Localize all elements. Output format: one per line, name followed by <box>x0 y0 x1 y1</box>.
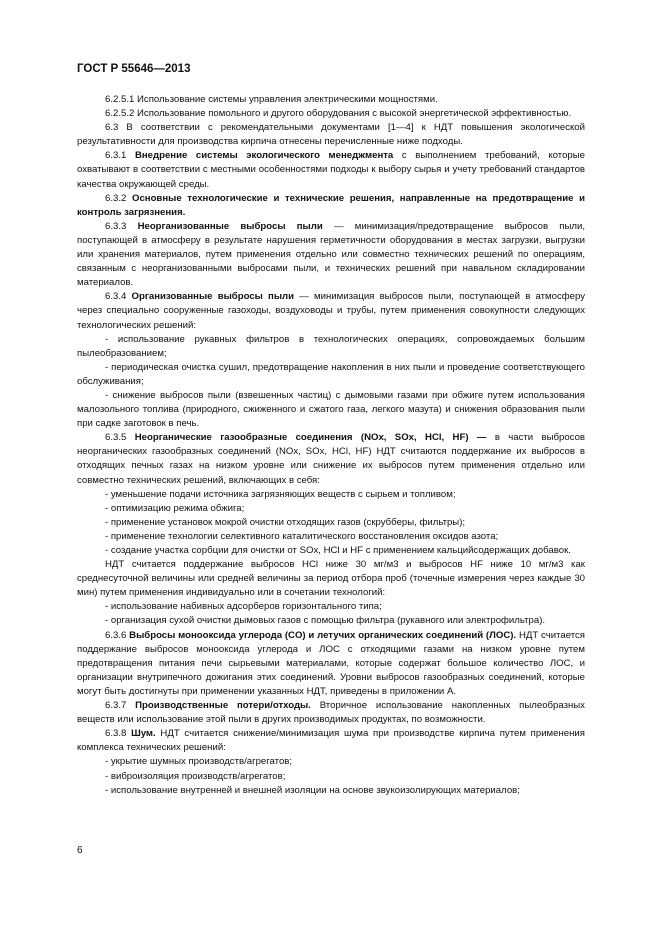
clause-number: 6.3.4 <box>105 291 127 303</box>
list-item: - применение технологии селективного каталитического восстановления оксидов азота; <box>105 530 499 542</box>
clause-title: Внедрение системы экологического менеджмента <box>134 150 394 162</box>
clause-title: Основные технологические и технические решения, направленные на предотвращение и контроль загрязнения. <box>77 192 585 218</box>
list-item: - виброизоляция производств/агрегатов; <box>105 770 286 782</box>
clause-title: Выбросы монооксида углерода (CO) и летучих органических соединений (ЛОС). <box>129 629 517 641</box>
clause-number: 6.3.3 <box>105 220 127 232</box>
clause-title: Производственные потери/отходы. <box>135 700 311 712</box>
paragraph <box>77 727 585 755</box>
list-item: - снижение выбросов пыли (взвешенных частиц) с дымовыми газами при обжиге путем использования малозольного топлива (природного, сжиженного и сжатого газа, легкого мазута) и снижения образования пыли при садке заготовок в печь. <box>77 389 585 430</box>
list-item: - использование рукавных фильтров в технологических операциях, сопровождаемых большим пылеобразованием; <box>77 333 585 359</box>
clause-title: Организованные выбросы пыли <box>131 291 295 303</box>
clause-number: 6.3.6 <box>105 629 127 641</box>
paragraph <box>77 149 585 191</box>
clause-number: 6.3.7 <box>105 700 127 712</box>
paragraph: 6.2.5.2 Использование помольного и другого оборудования с высокой энергетической эффективностью. <box>105 108 572 120</box>
list-item: - создание участка сорбции для очистки от SOx, HCl и HF с применением кальцийсодержащих добавок. <box>105 545 571 556</box>
clause-number: 6.3.5 <box>105 432 127 444</box>
list-item: - организация сухой очистки дымовых газов с помощью фильтра (рукавного или электрофильтра). <box>105 615 546 627</box>
list-item: - применение установок мокрой очистки отходящих газов (скрубберы, фильтры); <box>105 516 466 528</box>
clause-text: НДТ считается снижение/минимизация шума при производстве кирпича путем применения комплекса технических решений: <box>77 728 585 754</box>
list-item: - использование набивных адсорберов горизонтального типа; <box>105 601 382 613</box>
clause-number: 6.3.8 <box>105 728 127 740</box>
paragraph <box>77 629 585 699</box>
clause-title: Неорганизованные выбросы пыли <box>137 220 323 232</box>
clause-text: Вторичное использование накопленных пылеобразных веществ или использование этой пыли в других производимых продуктах, по возможности. <box>77 700 585 726</box>
clause-number: 6.3.2 <box>105 192 127 204</box>
clause-number: 6.3.1 <box>105 150 127 162</box>
paragraph <box>77 290 585 332</box>
clause-text: — минимизация выбросов пыли, поступающей в атмосферу через специально сооруженные газоходы, воздуховоды и трубы, путем применения совокупности следующих технологических решений: <box>77 291 585 331</box>
paragraph <box>77 192 585 220</box>
list-item: - уменьшение подачи источника загрязняющих веществ с сырьем и топливом; <box>105 488 456 500</box>
clause-text: НДТ считается поддержание выбросов монооксида углерода и ЛОС с отходящими газами на низком уровне путем предотвращения питания печи сырьевыми материалами, которые содержат большое количество ЛОС, и организации внутрипечного дожигания этих соединений. Уровни выбросов газообразных соединений, которые могут быть достигнуты при применении указанных НДТ, приведены в приложении А. <box>77 629 585 697</box>
document-body <box>77 93 585 798</box>
paragraph: НДТ считается поддержание выбросов HCl ниже 30 мг/м3 и выбросов HF ниже 10 мг/м3 как среднесуточной величины или средней величины за период отбора проб (точечные измерения через каждые 30 мин) путем применения индивидуально или в сочетании технологий: <box>77 559 585 599</box>
paragraph <box>77 431 585 487</box>
clause-text: в части выбросов неорганических газообразных соединений (NOx, SOx, HCl, HF) НДТ считаются поддержание их выбросов в отходящих печных газах на низком уровне или снижение их выбросов путем применения отдельно или совместно технических решений, включающих в себя: <box>77 432 586 486</box>
paragraph: 6.3 В соответствии с рекомендательными документами [1—4] к НДТ повышения экологической результативности для производства кирпича отнесены перечисленные ниже подходы. <box>77 122 585 148</box>
clause-text: — минимизация/предотвращение выбросов пыли, поступающей в атмосферу в результате нарушения герметичности оборудования в местах загрузки, выгрузки или хранения материалов, путем применения отдельно или совместно технических решений по операциям, связанным с неорганизованными выбросами пыли, и технических решений при навальном складировании материалов. <box>77 220 586 289</box>
paragraph: 6.2.5.1 Использование системы управления электрическими мощностями. <box>105 94 438 105</box>
list-item: - периодическая очистка сушил, предотвращение накопления в них пыли и проведение соответствующего обслуживания; <box>77 361 585 387</box>
clause-text: с выполнением требований, которые охватывают в соответствии с местными особенностями подходы к выбору сырья и учету требований стандартов качества окружающей среды. <box>77 150 585 190</box>
paragraph <box>77 220 585 290</box>
document-header: ГОСТ Р 55646—2013 <box>77 63 191 75</box>
list-item: - использование внутренней и внешней изоляции на основе звукоизолирующих материалов; <box>105 784 520 796</box>
page-number: 6 <box>77 845 83 856</box>
clause-title: Неорганические газообразные соединения (NOx, SOx, HCl, HF) — <box>134 432 487 444</box>
list-item: - укрытие шумных производств/агрегатов; <box>105 756 293 768</box>
list-item: - оптимизацию режима обжига; <box>105 502 245 514</box>
paragraph <box>77 699 585 727</box>
clause-title: Шум. <box>131 728 156 740</box>
